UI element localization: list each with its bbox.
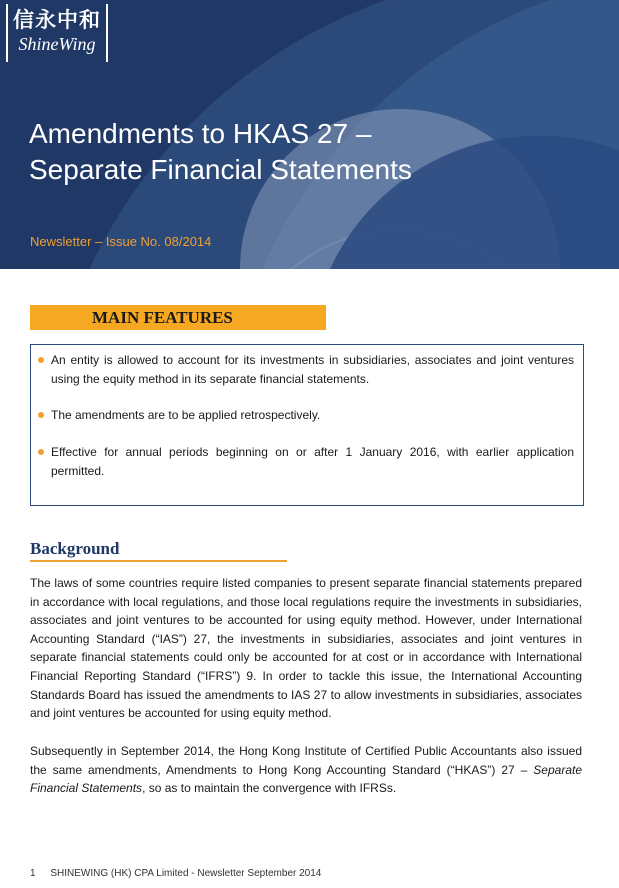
bullet-dot-icon <box>38 357 44 363</box>
bullet-dot-icon <box>38 449 44 455</box>
shinewing-logo <box>6 4 108 62</box>
feature-bullet-3 <box>37 443 574 481</box>
bullet-dot-icon <box>38 412 44 418</box>
logo-english-name: ShineWing <box>18 34 96 54</box>
title-line-1: Amendments to HKAS 27 – <box>29 118 372 149</box>
title-line-2: Separate Financial Statements <box>29 154 412 185</box>
newsletter-title <box>29 116 569 188</box>
feature-text-2: The amendments are to be applied retrospectively. <box>51 408 321 422</box>
feature-text-3: Effective for annual periods beginning on or after 1 January 2016, with earlier application permitted. <box>51 445 574 478</box>
background-heading-underline <box>30 560 287 562</box>
page-number: 1 <box>30 868 36 879</box>
background-heading: Background <box>30 539 120 558</box>
main-features-box <box>30 344 584 506</box>
issue-number: Newsletter – Issue No. 08/2014 <box>30 234 212 249</box>
para2-standard-title: Separate Financial Statements <box>30 762 582 796</box>
feature-bullet-2 <box>37 406 574 425</box>
header-banner <box>0 0 619 269</box>
feature-text-1: An entity is allowed to account for its investments in subsidiaries, associates and joint ventures using the equity method in its separate financial statements. <box>51 353 574 386</box>
page-footer <box>30 867 321 881</box>
background-paragraph-1: The laws of some countries require listed companies to present separate financial statements prepared in accordance with local regulations, and those local regulations require the investments in subsidiaries, associates and joint ventures to be accounted for using equity method. However, under International Accounting Standard (“IAS”) 27, the investments in subsidiaries, associates and joint ventures in separate financial statements could only be accounted for at cost or in accordance with International Financial Reporting Standard (“IFRS”) 9. In order to tackle this issue, the International Accounting Standards Board has issued the amendments to IAS 27 to allow investments in subsidiaries, associates and joint ventures be accounted for using equity method. <box>30 576 582 721</box>
para2-text-after: , so as to maintain the convergence with IFRSs. <box>142 781 397 796</box>
para2-text-before: Subsequently in September 2014, the Hong Kong Institute of Certified Public Accountants also issued the same amendments, Amendments to Hong Kong Accounting Standard (“HKAS”) 27 – <box>30 744 582 777</box>
background-paragraph-2 <box>30 742 582 798</box>
footer-text: SHINEWING (HK) CPA Limited - Newsletter September 2014 <box>50 868 322 879</box>
main-features-heading: MAIN FEATURES <box>30 305 326 330</box>
logo-chinese-name: 信永中和 <box>13 8 101 32</box>
feature-bullet-1 <box>37 351 574 389</box>
